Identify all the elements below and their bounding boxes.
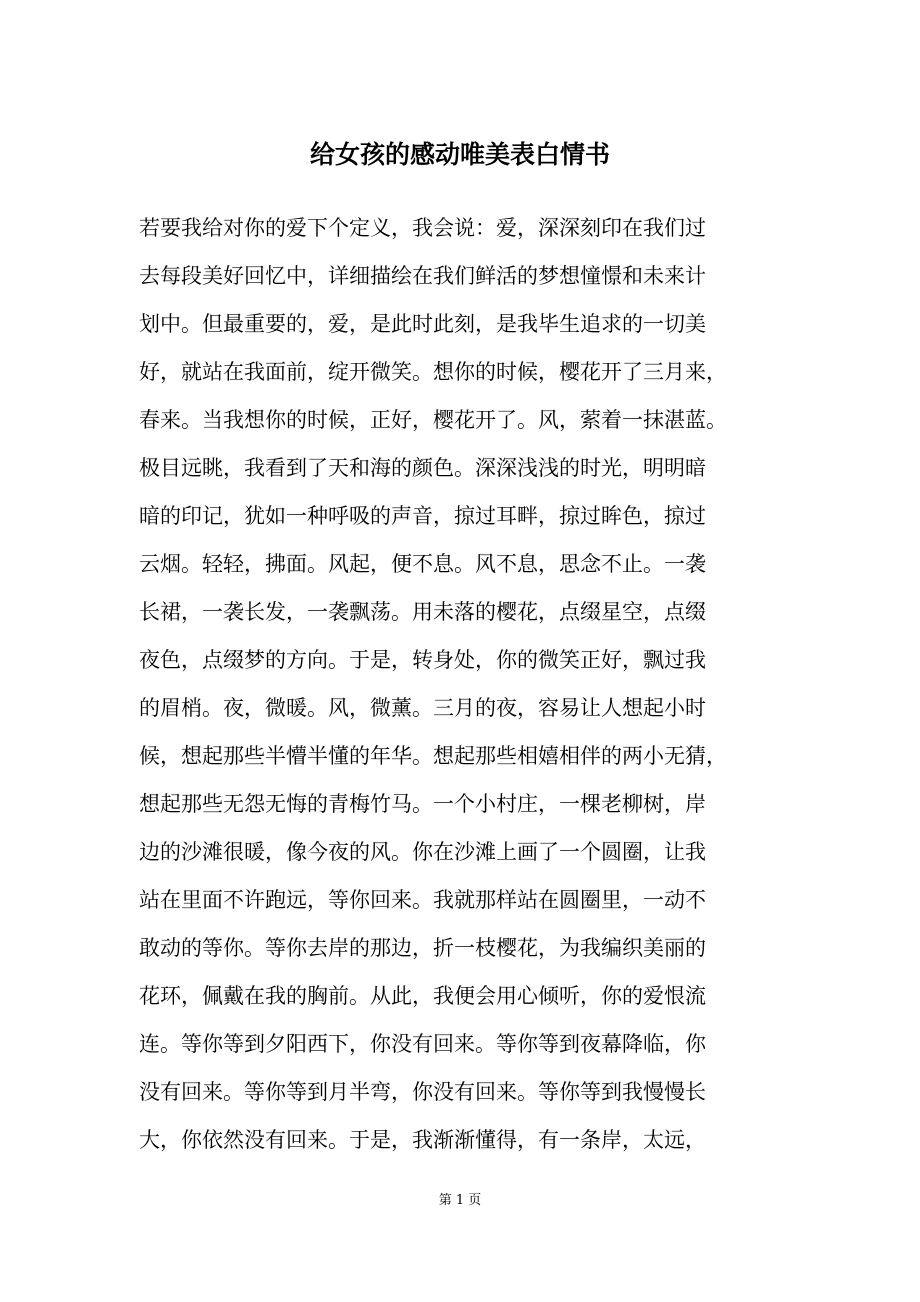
- text-line: 的眉梢。夜，微暖。风，微薰。三月的夜，容易让人想起小时: [139, 696, 706, 720]
- text-line: 去每段美好回忆中，详细描绘在我们鲜活的梦想憧憬和未来计: [139, 264, 706, 288]
- page-number: 第 1 页: [438, 1193, 482, 1208]
- text-line: 云烟。轻轻，拂面。风起，便不息。风不息，思念不止。一袭: [139, 552, 706, 576]
- text-line: 站在里面不许跑远，等你回来。我就那样站在圆圈里，一动不: [139, 888, 706, 912]
- text-line: 春来。当我想你的时候，正好，樱花开了。风，萦着一抹湛蓝。: [139, 408, 727, 432]
- text-line: 暗的印记，犹如一种呼吸的声音，掠过耳畔，掠过眸色，掠过: [139, 504, 706, 528]
- text-line: 划中。但最重要的，爱，是此时此刻，是我毕生追求的一切美: [139, 312, 706, 336]
- text-line: 边的沙滩很暖，像今夜的风。你在沙滩上画了一个圆圈，让我: [139, 840, 706, 864]
- text-line: 若要我给对你的爱下个定义，我会说：爱，深深刻印在我们过: [139, 216, 706, 240]
- text-line: 夜色，点缀梦的方向。于是，转身处，你的微笑正好，飘过我: [139, 648, 706, 672]
- text-line: 候，想起那些半懵半懂的年华。想起那些相嬉相伴的两小无猜，: [139, 744, 727, 768]
- text-line: 极目远眺，我看到了天和海的颜色。深深浅浅的时光，明明暗: [139, 456, 706, 480]
- body-paragraph: [139, 204, 789, 1164]
- text-line: 没有回来。等你等到月半弯，你没有回来。等你等到我慢慢长: [139, 1080, 706, 1104]
- text-line: 花环，佩戴在我的胸前。从此，我便会用心倾听，你的爱恨流: [139, 984, 706, 1008]
- text-line: 大，你依然没有回来。于是，我渐渐懂得，有一条岸，太远，: [139, 1128, 706, 1152]
- text-line: 长裙，一袭长发，一袭飘荡。用未落的樱花，点缀星空，点缀: [139, 600, 706, 624]
- text-line: 想起那些无怨无悔的青梅竹马。一个小村庄，一棵老柳树，岸: [139, 792, 706, 816]
- text-line: 敢动的等你。等你去岸的那边，折一枝樱花，为我编织美丽的: [139, 936, 706, 960]
- document-title: 给女孩的感动唯美表白情书: [309, 140, 610, 169]
- text-line: 连。等你等到夕阳西下，你没有回来。等你等到夜幕降临，你: [139, 1032, 706, 1056]
- text-line: 好，就站在我面前，绽开微笑。想你的时候，樱花开了三月来，: [139, 360, 727, 384]
